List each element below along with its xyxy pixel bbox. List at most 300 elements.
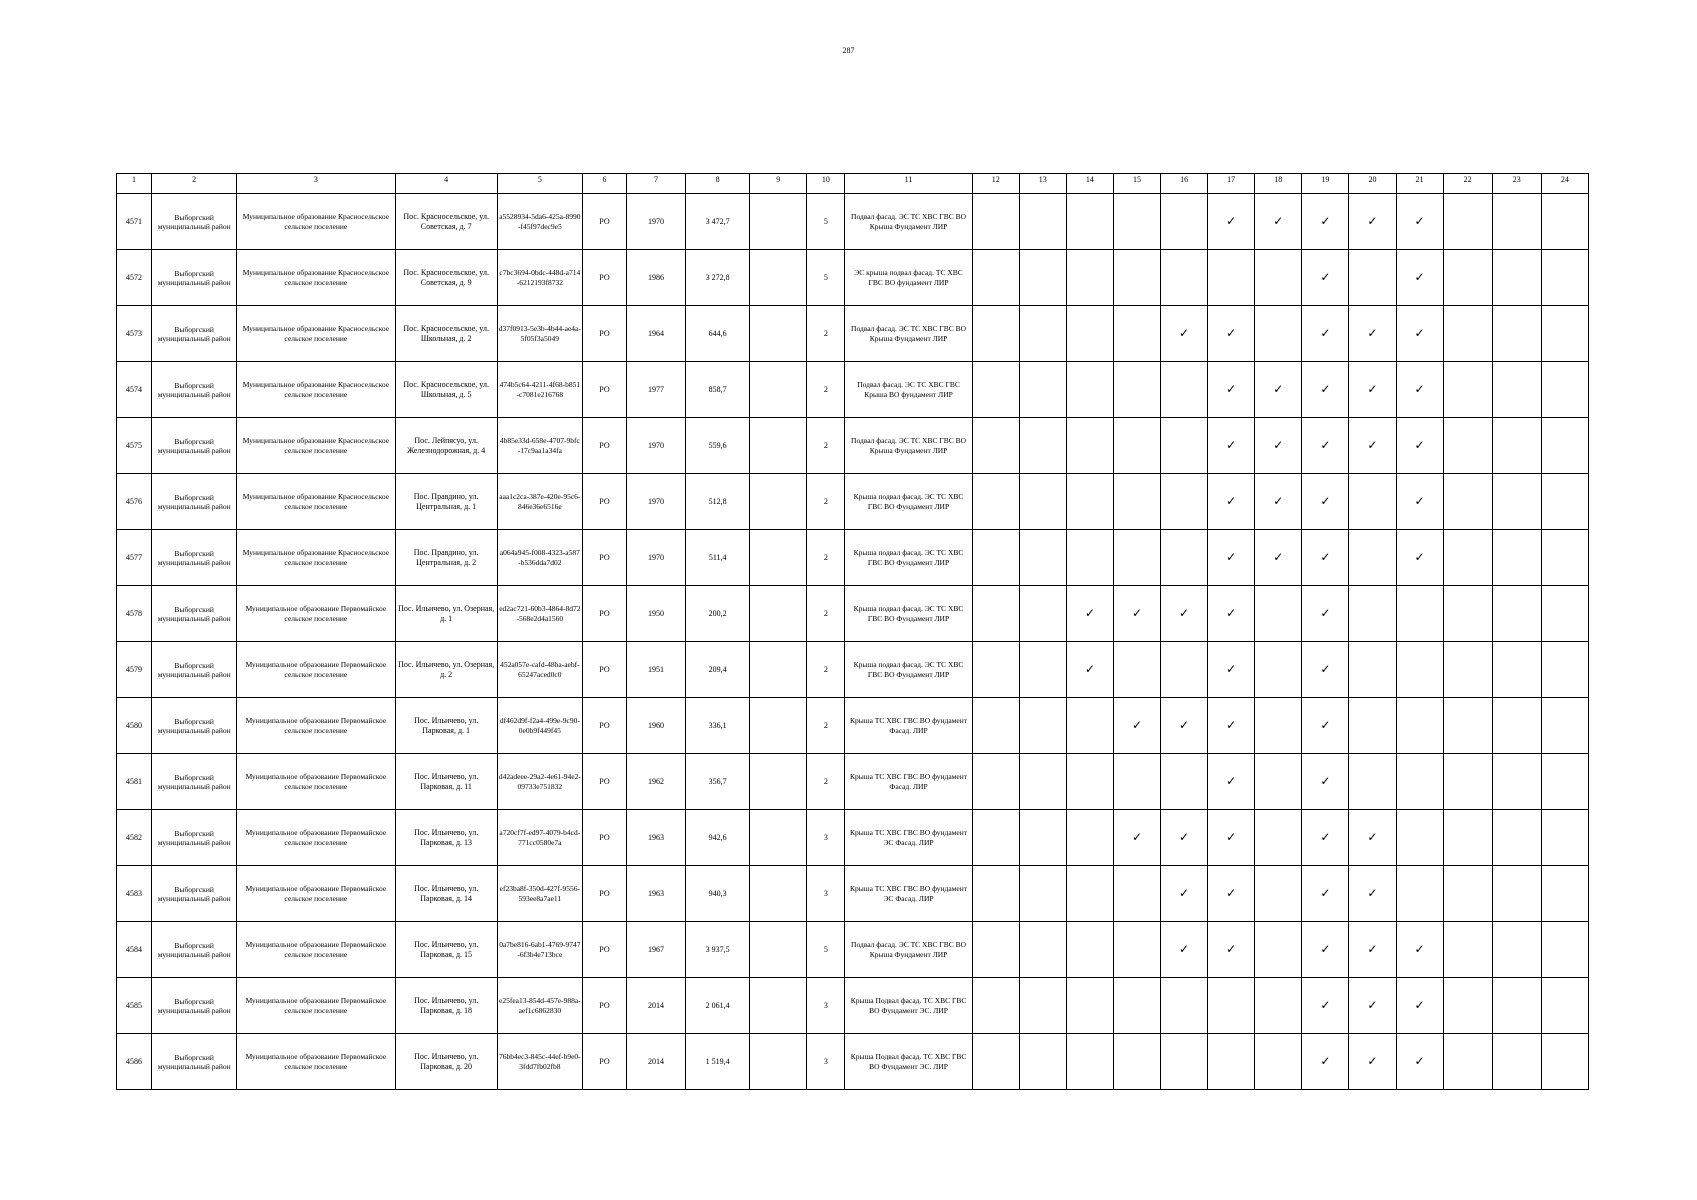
row-number: 4582: [117, 810, 152, 866]
form-cell: РО: [582, 1034, 626, 1090]
work-type-cell-24: [1541, 586, 1588, 642]
house-guid-cell: e25fea13-854d-457e-988a-aef1c6862830: [497, 978, 582, 1034]
district-cell: Выборгский муниципальный район: [152, 586, 237, 642]
check-mark-icon: ✓: [1367, 829, 1378, 844]
column-9-cell: [750, 530, 807, 586]
column-header-21: 21: [1396, 174, 1443, 194]
year-built-cell: 1977: [627, 362, 686, 418]
work-type-cell-23: [1492, 810, 1541, 866]
row-number: 4575: [117, 418, 152, 474]
district-cell: Выборгский муниципальный район: [152, 642, 237, 698]
address-cell: Пос. Правдино, ул. Центральная, д. 1: [395, 474, 497, 530]
work-type-cell-16: [1161, 754, 1208, 810]
check-mark-icon: ✓: [1226, 829, 1237, 844]
form-cell: РО: [582, 866, 626, 922]
district-cell: Выборгский муниципальный район: [152, 194, 237, 250]
work-type-cell-22: [1443, 1034, 1492, 1090]
work-type-cell-22: [1443, 362, 1492, 418]
work-type-cell-16: [1161, 1034, 1208, 1090]
work-type-cell-16: [1161, 250, 1208, 306]
work-type-cell-23: [1492, 474, 1541, 530]
work-type-cell-23: [1492, 306, 1541, 362]
check-mark-icon: ✓: [1320, 661, 1331, 676]
work-type-cell-19: [1302, 1034, 1349, 1090]
work-type-cell-16: [1161, 642, 1208, 698]
work-type-cell-21: [1396, 530, 1443, 586]
column-header-5: 5: [497, 174, 582, 194]
work-type-cell-15: [1113, 306, 1160, 362]
table-row: [117, 306, 1589, 362]
form-cell: РО: [582, 362, 626, 418]
works-list-cell: Крыша подвал фасад. ЭС ТС ХВС ГВС ВО Фундамент ЛИР: [845, 642, 972, 698]
table-row: [117, 418, 1589, 474]
work-type-cell-17: [1208, 362, 1255, 418]
area-cell: 3 937,5: [686, 922, 750, 978]
municipality-cell: Муниципальное образование Красносельское сельское поселение: [237, 530, 395, 586]
work-type-cell-22: [1443, 754, 1492, 810]
check-mark-icon: ✓: [1414, 941, 1425, 956]
work-type-cell-17: [1208, 698, 1255, 754]
work-type-cell-21: [1396, 474, 1443, 530]
work-type-cell-23: [1492, 418, 1541, 474]
work-type-cell-17: [1208, 642, 1255, 698]
work-type-cell-23: [1492, 698, 1541, 754]
work-type-cell-12: [972, 810, 1019, 866]
check-mark-icon: ✓: [1131, 829, 1143, 844]
municipality-cell: Муниципальное образование Первомайское сельское поселение: [237, 754, 395, 810]
column-header-10: 10: [807, 174, 845, 194]
municipality-cell: Муниципальное образование Первомайское сельское поселение: [237, 642, 395, 698]
works-list-cell: Крыша ТС ХВС ГВС ВО фундамент Фасад. ЛИР: [845, 754, 972, 810]
work-type-cell-13: [1019, 698, 1066, 754]
work-type-cell-14: [1066, 586, 1113, 642]
work-type-cell-14: [1066, 754, 1113, 810]
house-guid-cell: a720cf7f-ed97-4079-b4cd-771cc0580e7a: [497, 810, 582, 866]
work-type-cell-18: [1255, 698, 1302, 754]
check-mark-icon: ✓: [1273, 549, 1284, 564]
form-cell: РО: [582, 586, 626, 642]
check-mark-icon: ✓: [1226, 661, 1237, 676]
work-type-cell-20: [1349, 810, 1396, 866]
area-cell: 3 472,7: [686, 194, 750, 250]
check-mark-icon: ✓: [1320, 325, 1331, 340]
form-cell: РО: [582, 810, 626, 866]
district-cell: Выборгский муниципальный район: [152, 698, 237, 754]
table-row: [117, 698, 1589, 754]
work-type-cell-16: [1161, 586, 1208, 642]
district-cell: Выборгский муниципальный район: [152, 530, 237, 586]
house-guid-cell: c7bc3694-0bdc-448d-a714-6212193f8732: [497, 250, 582, 306]
column-header-13: 13: [1019, 174, 1066, 194]
work-type-cell-15: [1113, 474, 1160, 530]
check-mark-icon: ✓: [1414, 381, 1425, 396]
table-row: [117, 978, 1589, 1034]
check-mark-icon: ✓: [1226, 717, 1237, 732]
floors-cell: 5: [807, 250, 845, 306]
area-cell: 644,6: [686, 306, 750, 362]
area-cell: 940,3: [686, 866, 750, 922]
check-mark-icon: ✓: [1414, 493, 1425, 508]
column-9-cell: [750, 194, 807, 250]
work-type-cell-17: [1208, 250, 1255, 306]
work-type-cell-17: [1208, 978, 1255, 1034]
column-header-7: 7: [627, 174, 686, 194]
check-mark-icon: ✓: [1226, 493, 1237, 508]
area-cell: 2 061,4: [686, 978, 750, 1034]
work-type-cell-24: [1541, 530, 1588, 586]
municipality-cell: Муниципальное образование Красносельское сельское поселение: [237, 306, 395, 362]
column-9-cell: [750, 1034, 807, 1090]
work-type-cell-12: [972, 1034, 1019, 1090]
area-cell: 559,6: [686, 418, 750, 474]
row-number: 4579: [117, 642, 152, 698]
work-type-cell-17: [1208, 474, 1255, 530]
column-9-cell: [750, 642, 807, 698]
work-type-cell-14: [1066, 306, 1113, 362]
year-built-cell: 1963: [627, 866, 686, 922]
work-type-cell-14: [1066, 418, 1113, 474]
work-type-cell-13: [1019, 586, 1066, 642]
work-type-cell-21: [1396, 250, 1443, 306]
work-type-cell-13: [1019, 530, 1066, 586]
work-type-cell-13: [1019, 194, 1066, 250]
work-type-cell-18: [1255, 530, 1302, 586]
row-number: 4586: [117, 1034, 152, 1090]
check-mark-icon: ✓: [1131, 717, 1143, 732]
work-type-cell-17: [1208, 586, 1255, 642]
column-header-20: 20: [1349, 174, 1396, 194]
work-type-cell-21: [1396, 306, 1443, 362]
work-type-cell-18: [1255, 810, 1302, 866]
check-mark-icon: ✓: [1179, 941, 1190, 956]
row-number: 4583: [117, 866, 152, 922]
table-row: [117, 866, 1589, 922]
work-type-cell-12: [972, 922, 1019, 978]
check-mark-icon: ✓: [1414, 997, 1425, 1012]
floors-cell: 2: [807, 698, 845, 754]
work-type-cell-19: [1302, 418, 1349, 474]
municipality-cell: Муниципальное образование Первомайское сельское поселение: [237, 810, 395, 866]
form-cell: РО: [582, 754, 626, 810]
column-header-19: 19: [1302, 174, 1349, 194]
work-type-cell-19: [1302, 530, 1349, 586]
address-cell: Пос. Красносельское, ул. Школьная, д. 2: [395, 306, 497, 362]
work-type-cell-24: [1541, 1034, 1588, 1090]
check-mark-icon: ✓: [1320, 213, 1331, 228]
year-built-cell: 1960: [627, 698, 686, 754]
work-type-cell-24: [1541, 306, 1588, 362]
column-9-cell: [750, 306, 807, 362]
work-type-cell-24: [1541, 698, 1588, 754]
house-guid-cell: a064a945-f008-4323-a587-b536dda7d02: [497, 530, 582, 586]
row-number: 4572: [117, 250, 152, 306]
row-number: 4581: [117, 754, 152, 810]
work-type-cell-24: [1541, 810, 1588, 866]
work-type-cell-18: [1255, 418, 1302, 474]
work-type-cell-19: [1302, 474, 1349, 530]
work-type-cell-20: [1349, 866, 1396, 922]
work-type-cell-19: [1302, 978, 1349, 1034]
work-type-cell-19: [1302, 810, 1349, 866]
work-type-cell-13: [1019, 306, 1066, 362]
work-type-cell-22: [1443, 530, 1492, 586]
form-cell: РО: [582, 698, 626, 754]
work-type-cell-19: [1302, 194, 1349, 250]
work-type-cell-13: [1019, 978, 1066, 1034]
work-type-cell-17: [1208, 306, 1255, 362]
work-type-cell-13: [1019, 362, 1066, 418]
district-cell: Выборгский муниципальный район: [152, 1034, 237, 1090]
works-list-cell: Крыша подвал фасад. ЭС ТС ХВС ГВС ВО Фундамент ЛИР: [845, 586, 972, 642]
work-type-cell-15: [1113, 530, 1160, 586]
work-type-cell-13: [1019, 250, 1066, 306]
work-type-cell-21: [1396, 362, 1443, 418]
form-cell: РО: [582, 306, 626, 362]
work-type-cell-21: [1396, 754, 1443, 810]
work-type-cell-15: [1113, 362, 1160, 418]
work-type-cell-12: [972, 978, 1019, 1034]
column-header-4: 4: [395, 174, 497, 194]
form-cell: РО: [582, 418, 626, 474]
house-guid-cell: 0a7be816-6ab1-4769-9747-6f3b4e713bce: [497, 922, 582, 978]
work-type-cell-21: [1396, 1034, 1443, 1090]
address-cell: Пос. Ильичево, ул. Парковая, д. 13: [395, 810, 497, 866]
work-type-cell-12: [972, 586, 1019, 642]
work-type-cell-20: [1349, 250, 1396, 306]
work-type-cell-21: [1396, 418, 1443, 474]
row-number: 4580: [117, 698, 152, 754]
work-type-cell-23: [1492, 922, 1541, 978]
table-body: [117, 194, 1589, 1090]
check-mark-icon: ✓: [1084, 661, 1095, 676]
work-type-cell-24: [1541, 866, 1588, 922]
work-type-cell-16: [1161, 474, 1208, 530]
house-guid-cell: a5528934-5da6-425a-8990-f45f97dec9e5: [497, 194, 582, 250]
column-header-24: 24: [1541, 174, 1588, 194]
table-row: [117, 586, 1589, 642]
municipality-cell: Муниципальное образование Первомайское сельское поселение: [237, 1034, 395, 1090]
work-type-cell-13: [1019, 474, 1066, 530]
year-built-cell: 2014: [627, 978, 686, 1034]
year-built-cell: 1986: [627, 250, 686, 306]
work-type-cell-12: [972, 866, 1019, 922]
work-type-cell-21: [1396, 866, 1443, 922]
work-type-cell-15: [1113, 754, 1160, 810]
check-mark-icon: ✓: [1414, 437, 1425, 452]
work-type-cell-15: [1113, 866, 1160, 922]
work-type-cell-20: [1349, 530, 1396, 586]
area-cell: 3 272,8: [686, 250, 750, 306]
check-mark-icon: ✓: [1226, 381, 1237, 396]
row-number: 4578: [117, 586, 152, 642]
work-type-cell-18: [1255, 922, 1302, 978]
work-type-cell-22: [1443, 418, 1492, 474]
work-type-cell-22: [1443, 194, 1492, 250]
work-type-cell-20: [1349, 922, 1396, 978]
work-type-cell-22: [1443, 586, 1492, 642]
work-type-cell-15: [1113, 642, 1160, 698]
house-guid-cell: 4b85e33d-658e-4707-9bfc-17c9aa1a34fa: [497, 418, 582, 474]
floors-cell: 3: [807, 978, 845, 1034]
column-header-9: 9: [750, 174, 807, 194]
table-row: [117, 1034, 1589, 1090]
municipality-cell: Муниципальное образование Красносельское сельское поселение: [237, 194, 395, 250]
district-cell: Выборгский муниципальный район: [152, 250, 237, 306]
check-mark-icon: ✓: [1367, 1053, 1378, 1068]
area-cell: 336,1: [686, 698, 750, 754]
check-mark-icon: ✓: [1320, 269, 1331, 284]
column-header-16: 16: [1161, 174, 1208, 194]
work-type-cell-20: [1349, 698, 1396, 754]
table-row: [117, 922, 1589, 978]
work-type-cell-19: [1302, 698, 1349, 754]
column-header-17: 17: [1208, 174, 1255, 194]
column-9-cell: [750, 810, 807, 866]
work-type-cell-21: [1396, 810, 1443, 866]
municipality-cell: Муниципальное образование Красносельское сельское поселение: [237, 362, 395, 418]
work-type-cell-20: [1349, 418, 1396, 474]
table-row: [117, 810, 1589, 866]
work-type-cell-21: [1396, 586, 1443, 642]
work-type-cell-19: [1302, 586, 1349, 642]
year-built-cell: 1967: [627, 922, 686, 978]
column-9-cell: [750, 250, 807, 306]
year-built-cell: 1970: [627, 474, 686, 530]
municipality-cell: Муниципальное образование Первомайское сельское поселение: [237, 586, 395, 642]
address-cell: Пос. Ильичево, ул. Парковая, д. 18: [395, 978, 497, 1034]
district-cell: Выборгский муниципальный район: [152, 810, 237, 866]
column-number-header-row: [117, 174, 1589, 194]
floors-cell: 2: [807, 586, 845, 642]
work-type-cell-17: [1208, 1034, 1255, 1090]
work-type-cell-17: [1208, 810, 1255, 866]
floors-cell: 5: [807, 922, 845, 978]
municipality-cell: Муниципальное образование Первомайское сельское поселение: [237, 866, 395, 922]
works-list-cell: Крыша Подвал фасад. ТС ХВС ГВС ВО Фундамент ЭС. ЛИР: [845, 1034, 972, 1090]
check-mark-icon: ✓: [1320, 549, 1331, 564]
check-mark-icon: ✓: [1226, 437, 1237, 452]
area-cell: 942,6: [686, 810, 750, 866]
work-type-cell-23: [1492, 1034, 1541, 1090]
work-type-cell-14: [1066, 250, 1113, 306]
year-built-cell: 1970: [627, 530, 686, 586]
district-cell: Выборгский муниципальный район: [152, 306, 237, 362]
work-type-cell-16: [1161, 866, 1208, 922]
check-mark-icon: ✓: [1179, 717, 1190, 732]
year-built-cell: 1950: [627, 586, 686, 642]
work-type-cell-14: [1066, 810, 1113, 866]
floors-cell: 2: [807, 418, 845, 474]
floors-cell: 2: [807, 530, 845, 586]
work-type-cell-16: [1161, 362, 1208, 418]
table-row: [117, 474, 1589, 530]
column-header-11: 11: [845, 174, 972, 194]
check-mark-icon: ✓: [1367, 437, 1378, 452]
work-type-cell-20: [1349, 362, 1396, 418]
work-type-cell-12: [972, 642, 1019, 698]
work-type-cell-17: [1208, 530, 1255, 586]
table-row: [117, 642, 1589, 698]
column-9-cell: [750, 362, 807, 418]
table-row: [117, 754, 1589, 810]
house-guid-cell: aaa1c2ca-387e-420e-95c6-846e36e6516e: [497, 474, 582, 530]
floors-cell: 5: [807, 194, 845, 250]
work-type-cell-21: [1396, 922, 1443, 978]
check-mark-icon: ✓: [1226, 605, 1237, 620]
work-type-cell-12: [972, 530, 1019, 586]
work-type-cell-12: [972, 418, 1019, 474]
house-guid-cell: 452a057e-cafd-48ba-aebf-65247aced0c0: [497, 642, 582, 698]
work-type-cell-15: [1113, 418, 1160, 474]
work-type-cell-16: [1161, 418, 1208, 474]
work-type-cell-21: [1396, 642, 1443, 698]
area-cell: 200,2: [686, 586, 750, 642]
work-type-cell-16: [1161, 698, 1208, 754]
district-cell: Выборгский муниципальный район: [152, 418, 237, 474]
work-type-cell-23: [1492, 362, 1541, 418]
address-cell: Пос. Ильичево, ул. Парковая, д. 14: [395, 866, 497, 922]
work-type-cell-15: [1113, 250, 1160, 306]
column-header-1: 1: [117, 174, 152, 194]
column-9-cell: [750, 474, 807, 530]
check-mark-icon: ✓: [1320, 437, 1331, 452]
work-type-cell-20: [1349, 306, 1396, 362]
work-type-cell-14: [1066, 530, 1113, 586]
column-header-23: 23: [1492, 174, 1541, 194]
address-cell: Пос. Правдино, ул. Центральная, д. 2: [395, 530, 497, 586]
year-built-cell: 1951: [627, 642, 686, 698]
work-type-cell-15: [1113, 586, 1160, 642]
work-type-cell-16: [1161, 306, 1208, 362]
check-mark-icon: ✓: [1367, 325, 1378, 340]
work-type-cell-22: [1443, 698, 1492, 754]
address-cell: Пос. Лейпясуо, ул. Железнодорожная, д. 4: [395, 418, 497, 474]
work-type-cell-16: [1161, 922, 1208, 978]
work-type-cell-14: [1066, 362, 1113, 418]
column-9-cell: [750, 754, 807, 810]
work-type-cell-14: [1066, 194, 1113, 250]
work-type-cell-13: [1019, 642, 1066, 698]
check-mark-icon: ✓: [1367, 941, 1378, 956]
check-mark-icon: ✓: [1131, 605, 1143, 620]
work-type-cell-14: [1066, 1034, 1113, 1090]
row-number: 4585: [117, 978, 152, 1034]
house-guid-cell: 474b5c64-4211-4f68-b851-c7081e216768: [497, 362, 582, 418]
address-cell: Пос. Ильичево, ул. Парковая, д. 15: [395, 922, 497, 978]
work-type-cell-13: [1019, 866, 1066, 922]
work-type-cell-17: [1208, 194, 1255, 250]
area-cell: 858,7: [686, 362, 750, 418]
check-mark-icon: ✓: [1226, 885, 1237, 900]
row-number: 4574: [117, 362, 152, 418]
municipality-cell: Муниципальное образование Красносельское сельское поселение: [237, 250, 395, 306]
column-header-14: 14: [1066, 174, 1113, 194]
check-mark-icon: ✓: [1414, 325, 1425, 340]
work-type-cell-18: [1255, 642, 1302, 698]
work-type-cell-17: [1208, 866, 1255, 922]
check-mark-icon: ✓: [1320, 493, 1331, 508]
check-mark-icon: ✓: [1084, 605, 1095, 620]
check-mark-icon: ✓: [1320, 997, 1331, 1012]
address-cell: Пос. Ильичево, ул. Парковая, д. 1: [395, 698, 497, 754]
work-type-cell-13: [1019, 922, 1066, 978]
work-type-cell-15: [1113, 194, 1160, 250]
check-mark-icon: ✓: [1226, 773, 1237, 788]
area-cell: 356,7: [686, 754, 750, 810]
house-guid-cell: d42adeee-29a2-4e61-94e2-09733e751832: [497, 754, 582, 810]
works-list-cell: Подвал фасад. ЭС ТС ХВС ГВС ВО Крыша Фундамент ЛИР: [845, 194, 972, 250]
works-list-cell: Подвал фасад. ЭС ТС ХВС ГВС ВО Крыша Фундамент ЛИР: [845, 922, 972, 978]
